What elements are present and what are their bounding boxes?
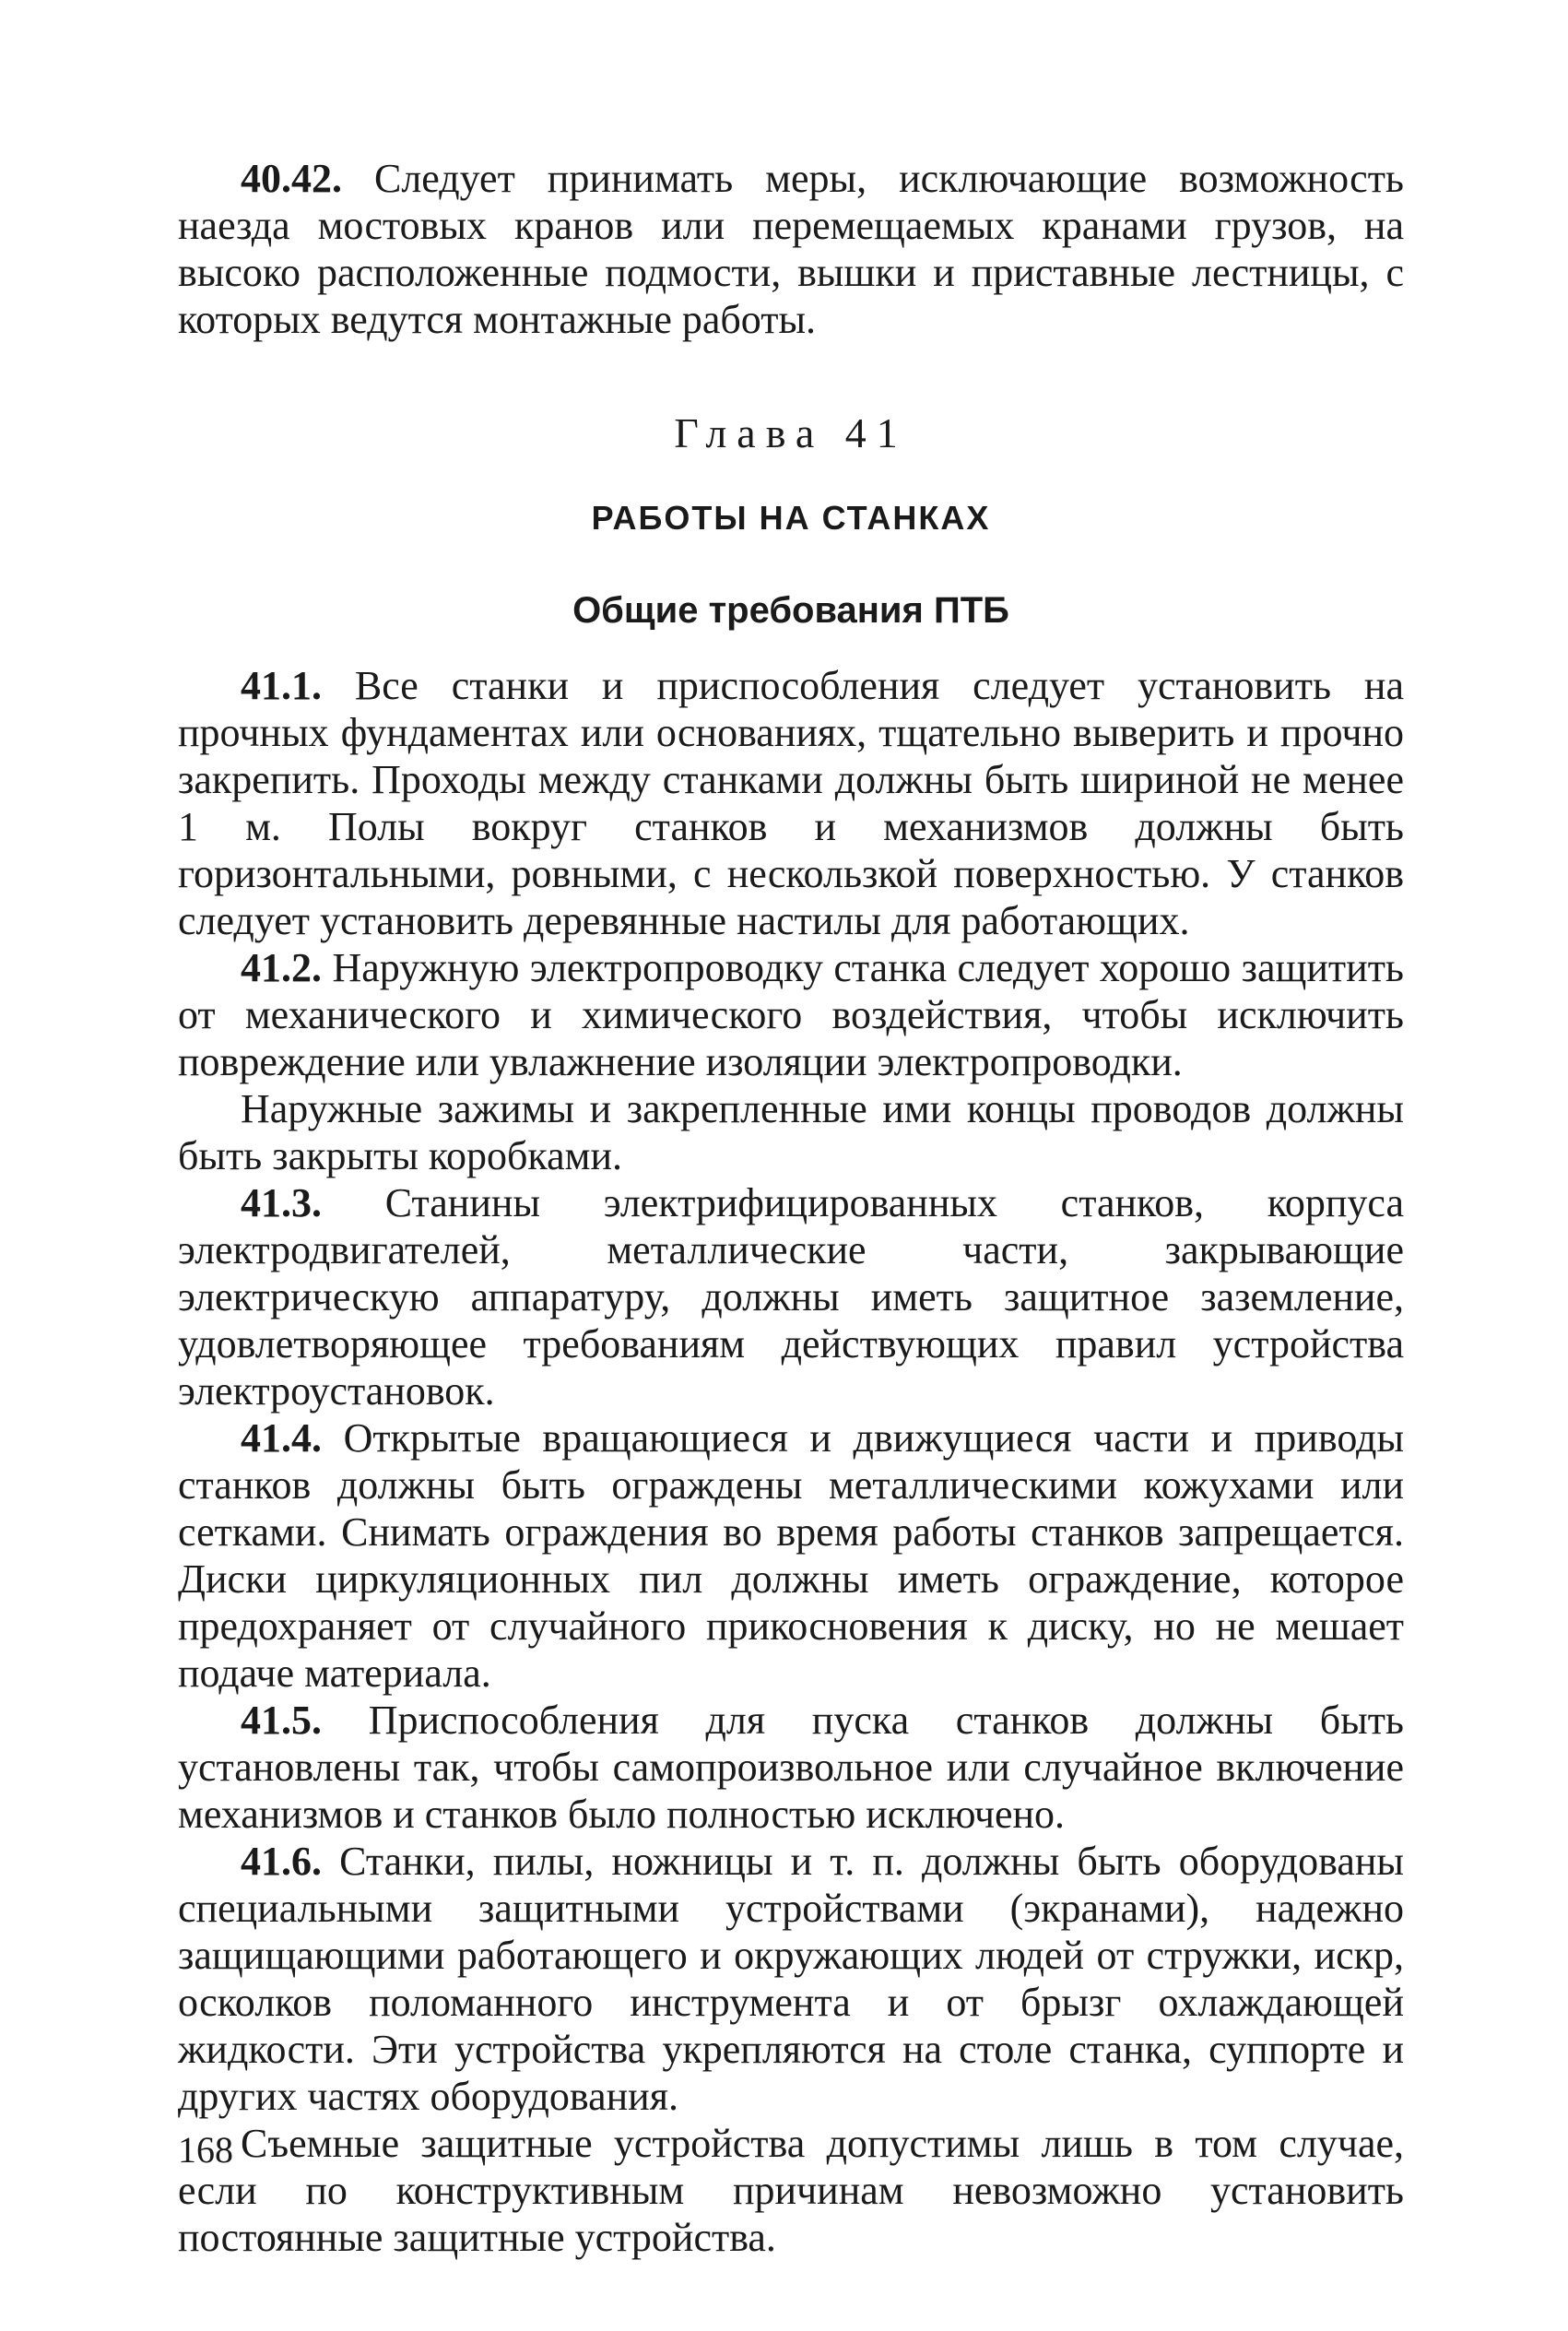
paragraph-text: Приспособления для пуска станков должны быть установлены так, чтобы самопроизвольное или случайное включение механизмов и станков было полностью исключено. [178,1698,1404,1837]
paragraph-41-4 [178,1414,1404,1697]
paragraph-number: 41.1. [241,663,322,708]
paragraph-41-2 [178,944,1404,1085]
paragraph-40-42 [178,155,1404,343]
paragraph-text: Наружные зажимы и закрепленные ими концы проводов должны быть закрыты коробками. [178,1086,1404,1178]
paragraph-text: Съемные защитные устройства допустимы лишь в том случае, если по конструктивным причинам невозможно установить постоянные защитные устройства. [178,2121,1404,2260]
paragraph-text: Следует принимать меры, исключающие возможность наезда мостовых кранов или перемещаемых кранами грузов, на высоко расположенные подмости, вышки и приставные лестницы, с которых ведутся монтажные работы. [178,156,1404,342]
section-title: Общие требования ПТБ [572,590,1009,631]
paragraph-number: 40.42. [241,156,342,201]
paragraph-41-6-continued [178,2120,1404,2261]
paragraph-text: Наружную электропроводку станка следует хорошо защитить от механического и химического воздействия, чтобы исключить повреждение или увлажнение изоляции электропроводки. [178,945,1404,1084]
paragraph-41-3 [178,1179,1404,1414]
chapter-label: Глава 41 [674,409,908,456]
paragraph-41-5 [178,1697,1404,1838]
paragraph-number: 41.4. [241,1415,322,1461]
paragraph-number: 41.3. [241,1180,322,1225]
paragraph-number: 41.6. [241,1839,322,1884]
page-number: 168 [178,2129,233,2171]
paragraph-text: Станины электрифицированных станков, корпуса электродвигателей, металлические части, закрывающие электрическую аппаратуру, должны иметь защитное заземление, удовлетворяющее требованиям действующих правил устройства электроустановок. [178,1180,1404,1414]
paragraph-41-2-continued [178,1085,1404,1179]
chapter-title: РАБОТЫ НА СТАНКАХ [591,499,991,537]
paragraph-text: Все станки и приспособления следует установить на прочных фундаментах или основаниях, тщательно выверить и прочно закрепить. Проходы между станками должны быть шириной не менее 1 м. Полы вокруг станков и механизмов должны быть горизонтальными, ровными, с нескользкой поверхностью. У станков следует установить деревянные настилы для работающих. [178,663,1404,943]
paragraph-number: 41.5. [241,1698,322,1743]
paragraph-41-6 [178,1838,1404,2120]
paragraph-41-1 [178,662,1404,944]
paragraph-text: Станки, пилы, ножницы и т. п. должны быть оборудованы специальными защитными устройствами (экранами), надежно защищающими работающего и окружающих людей от стружки, искр, осколков поломанного инструмента и от брызг охлаждающей жидкости. Эти устройства укрепляются на столе станка, суппорте и других частях оборудования. [178,1839,1404,2119]
page-content [178,155,1404,2261]
paragraph-number: 41.2. [241,945,322,990]
paragraph-text: Открытые вращающиеся и движущиеся части и приводы станков должны быть ограждены металлическими кожухами или сетками. Снимать ограждения во время работы станков запрещается. Диски циркуляционных пил должны иметь ограждение, которое предохраняет от случайного прикосновения к диску, но не мешает подаче материала. [178,1415,1404,1696]
